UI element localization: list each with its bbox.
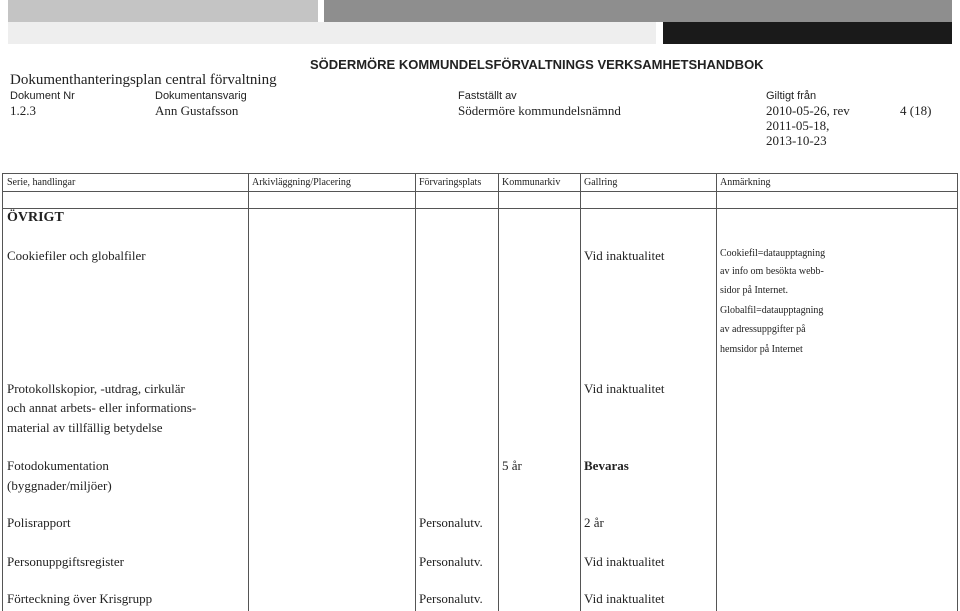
ansvarig-label: Dokumentansvarig (155, 90, 247, 102)
row5-placering: Personalutv. (419, 554, 483, 569)
col-header-gallring: Gallring (584, 177, 618, 188)
row3-kommunarkiv: 5 år (502, 458, 522, 473)
row1-anm-4: Globalfil=dataupptagning (720, 305, 824, 316)
giltigt-line-3: 2013-10-23 (766, 133, 827, 148)
row1-serie: Cookiefiler och globalfiler (7, 248, 146, 263)
col-header-anmarkning: Anmärkning (720, 177, 771, 188)
col-divider-6 (957, 173, 958, 611)
ansvarig-value: Ann Gustafsson (155, 103, 239, 118)
table-head-rule (2, 191, 958, 192)
row1-anm-6: hemsidor på Internet (720, 344, 803, 355)
section-rule (2, 208, 958, 209)
row3-serie-1: Fotodokumentation (7, 458, 109, 473)
section-title: ÖVRIGT (7, 210, 64, 225)
handbook-title: SÖDERMÖRE KOMMUNDELSFÖRVALTNINGS VERKSAMHETSHANDBOK (310, 57, 764, 72)
row5-gallring: Vid inaktualitet (584, 554, 665, 569)
faststallt-label: Fastställt av (458, 90, 517, 102)
row4-placering: Personalutv. (419, 515, 483, 530)
header-bar-light-2 (8, 22, 656, 44)
col-header-kommunarkiv: Kommunarkiv (502, 177, 561, 188)
row1-anm-1: Cookiefil=dataupptagning (720, 248, 826, 259)
row1-anm-3: sidor på Internet. (720, 285, 789, 296)
table-top-rule (2, 173, 958, 174)
row6-placering: Personalutv. (419, 591, 483, 606)
row2-serie-2: och annat arbets- eller informations- (7, 400, 197, 415)
doknr-value: 1.2.3 (10, 103, 36, 118)
faststallt-value: Södermöre kommundelsnämnd (458, 103, 621, 118)
row1-anm-2: av info om besökta webb- (720, 266, 824, 277)
col-divider-0 (2, 173, 3, 611)
header-bar-mid (324, 0, 952, 22)
giltigt-line-2: 2011-05-18, (766, 118, 830, 133)
col-divider-5 (716, 173, 717, 611)
row5-serie: Personuppgiftsregister (7, 554, 124, 569)
col-divider-2 (415, 173, 416, 611)
col-header-forvaringsplats: Förvaringsplats (419, 177, 482, 188)
giltigt-label: Giltigt från (766, 90, 817, 102)
col-divider-4 (580, 173, 581, 611)
row4-serie: Polisrapport (7, 515, 71, 530)
doknr-label: Dokument Nr (10, 90, 75, 102)
row1-anm-5: av adressuppgifter på (720, 324, 806, 335)
row2-gallring: Vid inaktualitet (584, 381, 665, 396)
row3-serie-2: (byggnader/miljöer) (7, 478, 112, 493)
header-bar-dark (663, 22, 952, 44)
header-bar-light (8, 0, 318, 22)
col-divider-3 (498, 173, 499, 611)
row4-gallring: 2 år (584, 515, 604, 530)
page-number: 4 (18) (900, 103, 932, 118)
document-title: Dokumenthanteringsplan central förvaltning (10, 72, 277, 88)
row6-serie: Förteckning över Krisgrupp (7, 591, 153, 606)
row3-gallring: Bevaras (584, 458, 629, 473)
row6-gallring: Vid inaktualitet (584, 591, 665, 606)
giltigt-line-1: 2010-05-26, rev (766, 103, 850, 118)
row1-gallring: Vid inaktualitet (584, 248, 665, 263)
col-divider-1 (248, 173, 249, 611)
row2-serie-1: Protokollskopior, -utdrag, cirkulär (7, 381, 185, 396)
col-header-serie: Serie, handlingar (7, 177, 76, 188)
col-header-placering: Arkivläggning/Placering (252, 177, 351, 188)
row2-serie-3: material av tillfällig betydelse (7, 420, 163, 435)
